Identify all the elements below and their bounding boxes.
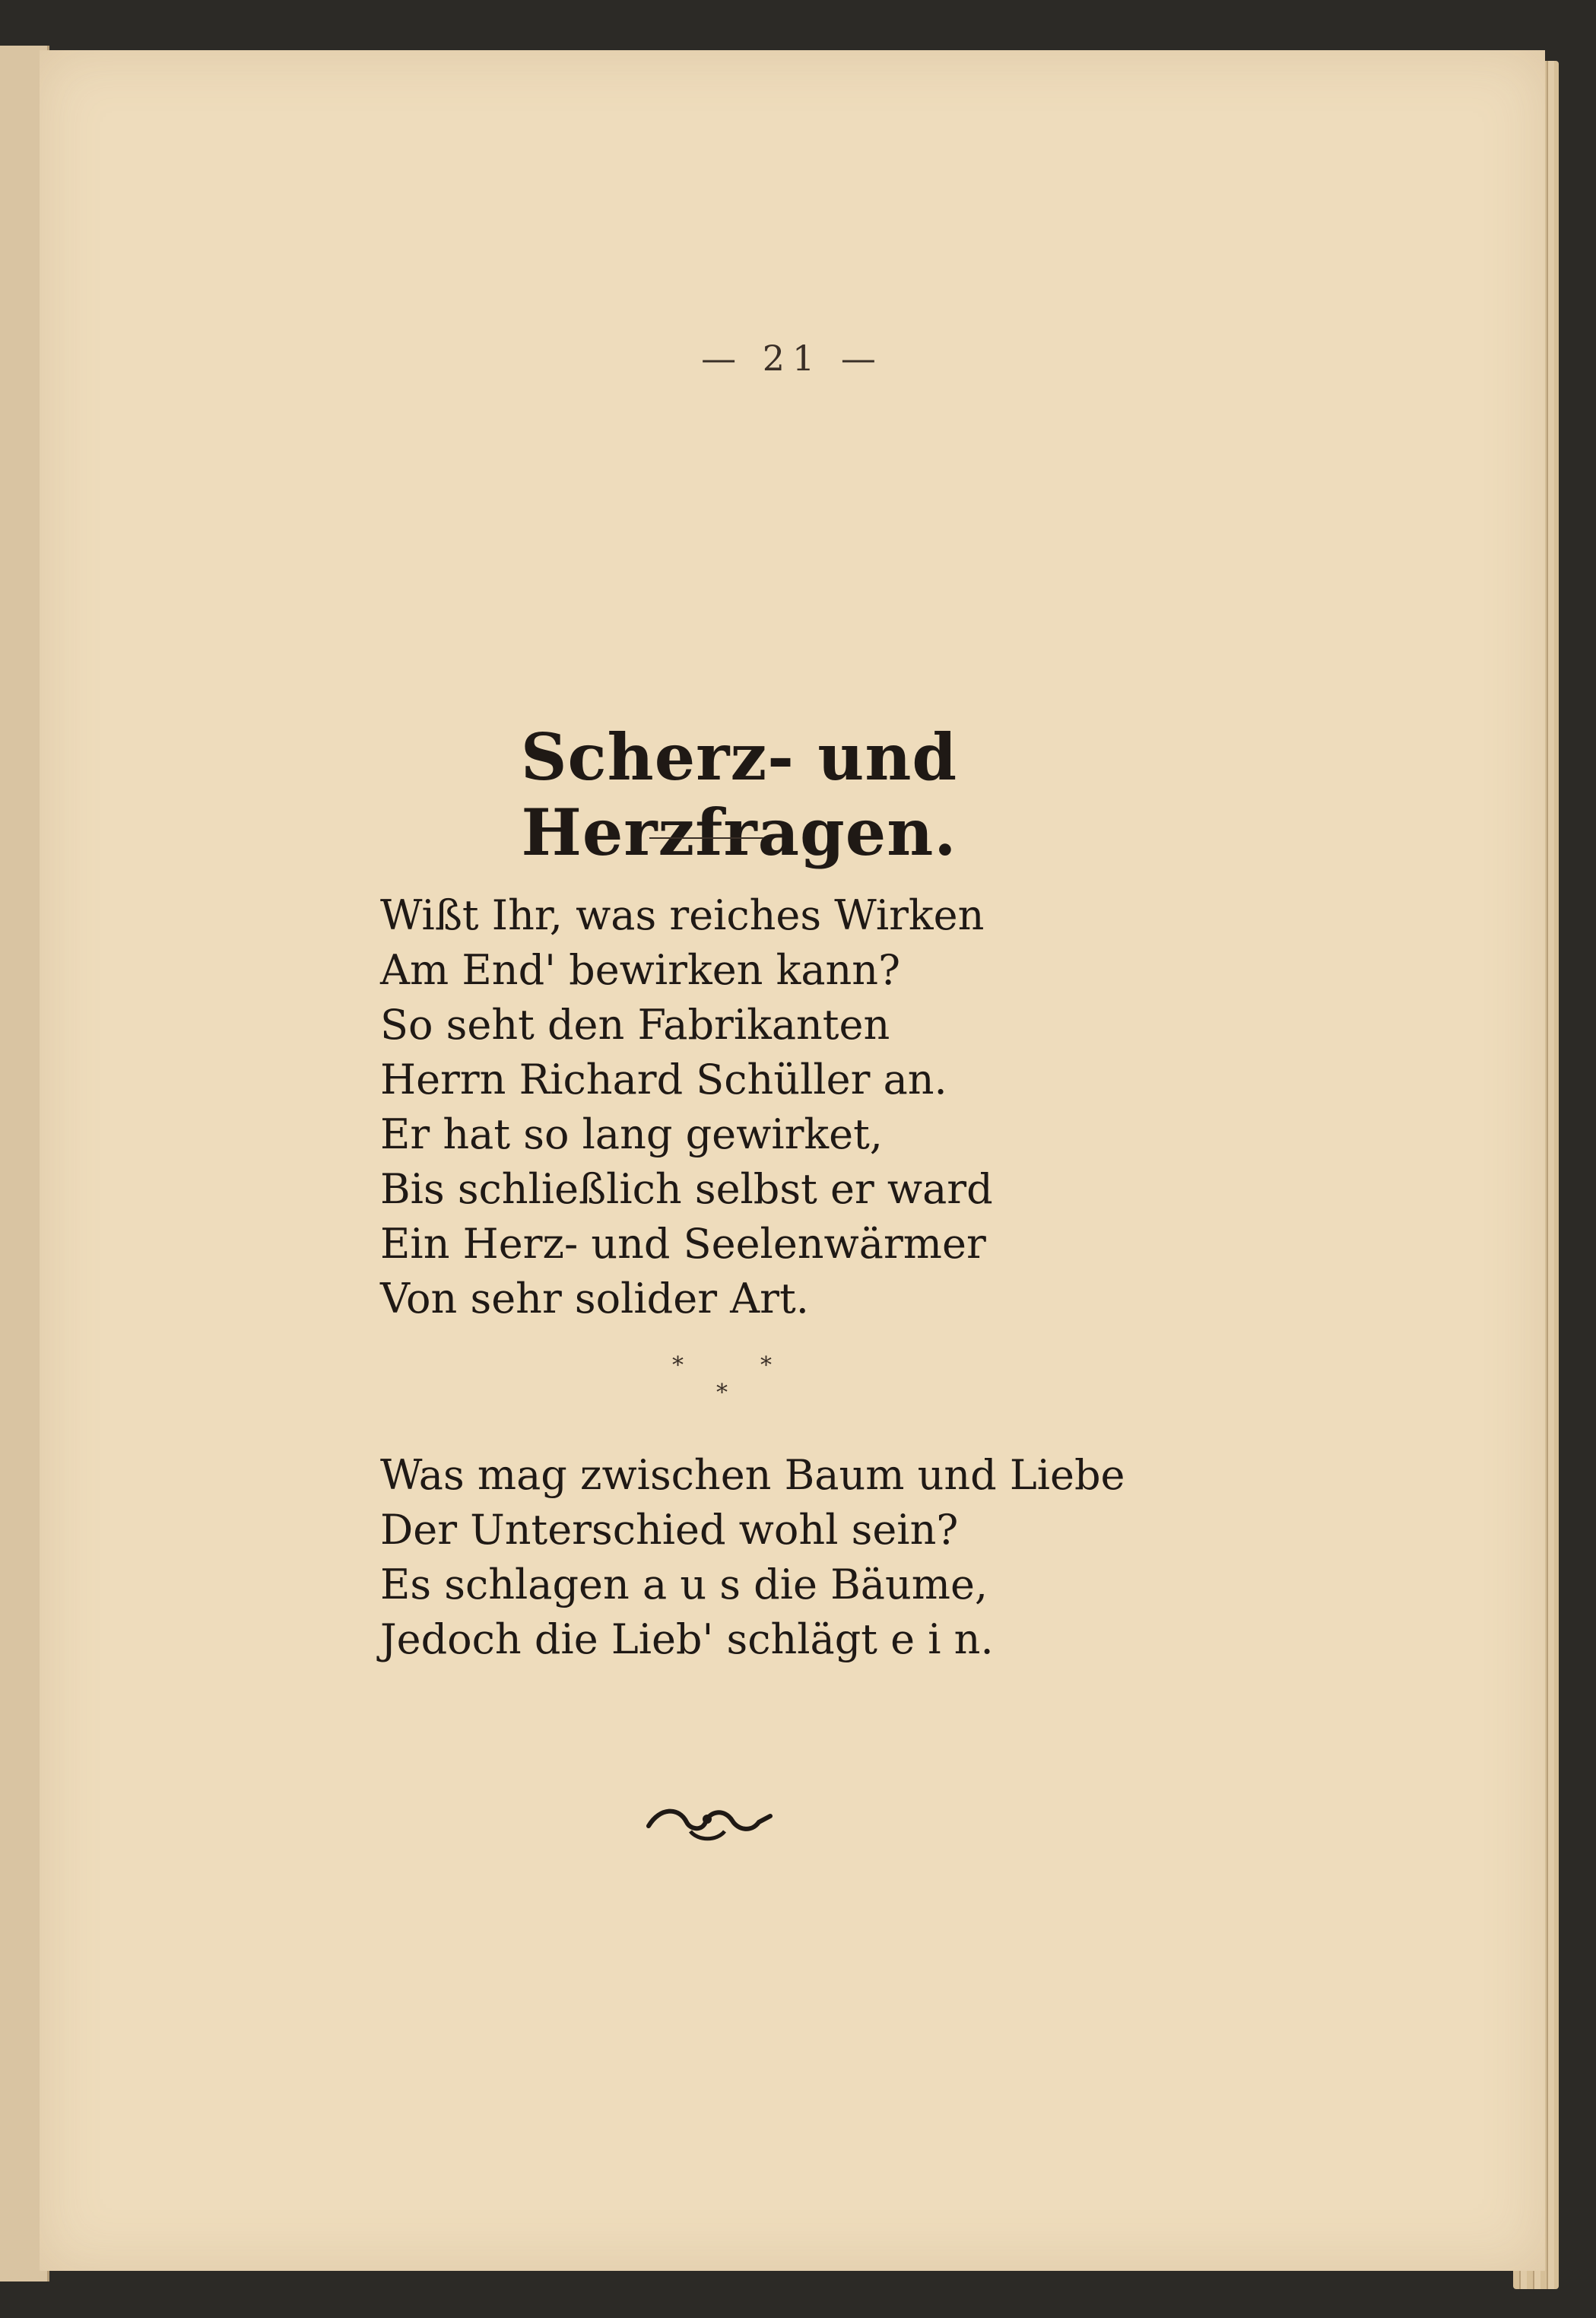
page-number: — 21 — [701,338,884,379]
verse-line: So seht den Fabrikanten [380,1001,890,1049]
verse-line: Jedoch die Lieb' schlägt e i n. [380,1615,994,1663]
stanza-1 [380,888,993,1326]
verse-line: Was mag zwischen Baum und Liebe [380,1451,1125,1499]
verse-line: Der Unterschied wohl sein? [380,1506,959,1554]
title-rule [649,837,763,839]
verse-line: Er hat so lang gewirket, [380,1110,883,1158]
poem-title: Scherz- und Herzfragen. [520,719,958,870]
verse-line: Wißt Ihr, was reiches Wirken [380,891,985,939]
asterisk: * [672,1352,684,1379]
verse-line: Herrn Richard Schüller an. [380,1056,947,1103]
verse-line: Ein Herz- und Seelenwärmer [380,1220,986,1268]
asterisk: * [760,1352,772,1379]
verse-line: Es schlagen a u s die Bäume, [380,1561,988,1608]
book-page [40,50,1545,2271]
verse-line: Von sehr solider Art. [380,1275,809,1323]
section-separator [655,1352,792,1413]
verse-line: Bis schließlich selbst er ward [380,1165,993,1213]
stanza-2 [380,1448,1125,1667]
verse-line: Am End' bewirken kann? [380,946,901,994]
fleuron-ornament-icon [645,1799,774,1845]
asterisk: * [716,1380,728,1406]
